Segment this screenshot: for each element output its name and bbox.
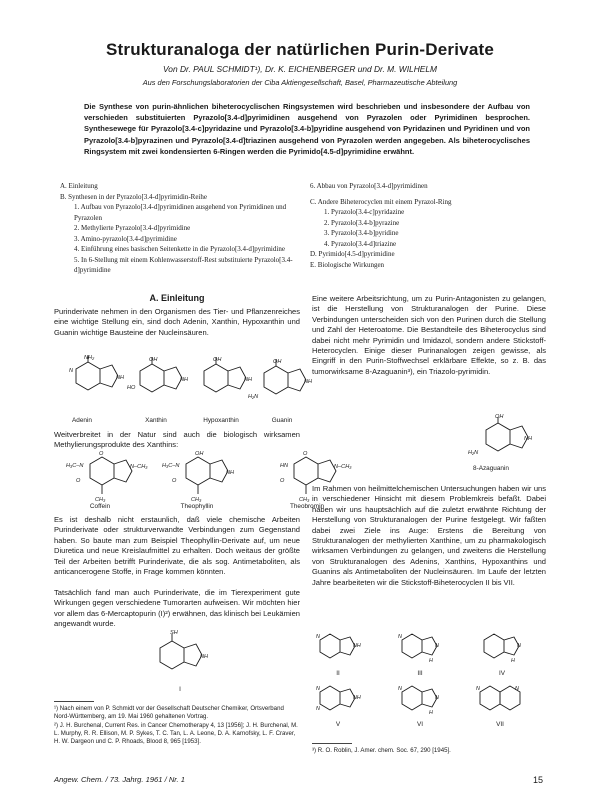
toc-right [310, 181, 540, 270]
footnote: ¹) Nach einem von P. Schmidt vor der Gesellschaft Deutscher Chemiker, Ortsverband Nord-Württemberg, am 19. Mai 1960 gehaltenen Vortrag. [54, 705, 284, 721]
svg-text:NH: NH [226, 470, 235, 476]
structure-label: II [336, 670, 340, 677]
svg-text:HO: HO [127, 385, 136, 391]
svg-text:OH: OH [195, 451, 204, 457]
structure-label: Theobromin [289, 503, 325, 510]
structure-label: Xanthin [145, 417, 167, 424]
article-affiliation: Aus den Forschungslaboratorien der Ciba Aktiengesellschaft, Basel, Pharmazeutische Abteilung [142, 78, 458, 87]
structure-label: III [417, 670, 423, 677]
svg-text:H: H [429, 710, 433, 716]
paragraph-derivatives: Es ist deshalb nicht erstaunlich, daß viele chemische Arbeiten Purinderivate oder strukturverwandte Verbindungen zum Gegenstand haben. So baute man zum Beispiel Theophyllin-Derivate auf, um neue Diuretica und neue Kreislaufmittel zu erhalten. Doch weitaus der größte Teil der Arbeiten betrifft Purinderivate, die als sog. Antimetaboliten, als anticancerogene Stoffe, in Frage kommen könnten. [54, 515, 300, 577]
article-authors: Von Dr. PAUL SCHMIDT¹), Dr. K. EICHENBERGER und Dr. M. WILHELM [163, 64, 437, 74]
footnote-rule [54, 701, 94, 702]
svg-text:N: N [517, 643, 521, 649]
svg-text:NH: NH [304, 379, 313, 385]
page-number: 15 [533, 775, 544, 785]
structure-label: VI [416, 721, 424, 728]
svg-text:N: N [515, 686, 519, 692]
structure-label: Theophyllin [180, 503, 214, 510]
journal-citation: Angew. Chem. / 73. Jahrg. 1961 / Nr. 1 [54, 775, 185, 784]
svg-text:N–CH₃: N–CH₃ [130, 464, 148, 470]
paragraph-methyl: Weitverbreitet in der Natur sind auch die biologisch wirksamen Methylierungsprodukte des Xanthins: [54, 430, 300, 450]
svg-text:O: O [76, 478, 81, 484]
svg-text:N: N [435, 643, 439, 649]
structure-label: IV [498, 670, 506, 677]
svg-text:H₂N: H₂N [468, 450, 479, 456]
azaguanine-structure [468, 414, 548, 470]
svg-text:HN: HN [280, 463, 289, 469]
svg-text:NH: NH [353, 643, 361, 649]
svg-text:H₃C–N: H₃C–N [162, 463, 180, 469]
svg-text:NH: NH [180, 377, 189, 383]
paragraph-right-2: Im Rahmen von heilmittelchemischen Untersuchungen haben wir uns in verschiedener Hinsicht mit diesem Problemkreis befaßt. Dabei haben wir uns hauptsächlich auf die zuletzt erwähnte Richtung der Herstellung von Strukturanalogen der Purine festgelegt. Wir faßten dabei zwei Ziele ins Auge: Erstens die Bereitung von Strukturanalogen der methylierten Xanthine, um zu pharmakologisch wirksamen Verbindungen zu gelangen, und zweitens die Herstellung von Strukturanalogen des Adenins, Xanthins, Hypoxanthins und Guanins als Antimetaboliten der Nucleinsäuren. Im Laufe der letzten Jahre bearbeiteten wir die Stickstoff-Biheterocyclen II bis VII. [312, 484, 546, 587]
toc-item: C. Andere Biheterocyclen mit einem Pyrazol-Ring [310, 197, 452, 206]
svg-text:NH: NH [524, 436, 533, 442]
article-abstract: Die Synthese von purin-ähnlichen biheterocyclischen Ringsystemen wird beschrieben und insbesondere der Aufbau von verschieden substituierten Pyrazolo[3.4-d]pyrimidinen ausgehend von Pyrazolen oder Pyrimidinen besprochen. Synthesewege für Pyrazolo[3.4-c]pyridazine und Pyrazolo[3.4-b]pyridine ausgehend von Pyridazinen und Pyridinen und von Pyrazolo[3.4-b]pyrazinen und Pyrazolo[3.4-d]triazinen ausgehend von Pyrazolen werden angegeben. Als biheterocyclisches Ringsystem mit zwei kondensierten 6-Ringen werden die Pyrimido[4.5-d]pyrimidine erwähnt. [84, 102, 530, 156]
structure-label: V [335, 721, 341, 728]
svg-text:NH: NH [244, 377, 253, 383]
toc-item: 2. Methylierte Pyrazolo[3.4-d]pyrimidine [74, 224, 191, 232]
svg-text:N: N [316, 706, 320, 712]
svg-text:CH₃: CH₃ [191, 497, 202, 503]
toc-item: 3. Amino-pyrazolo[3.4-d]pyrimidine [74, 234, 177, 243]
svg-text:H: H [511, 658, 515, 664]
toc-item: 6. Abbau von Pyrazolo[3.4-d]pyrimidinen [310, 182, 428, 190]
toc-item: 1. Aufbau von Pyrazolo[3.4-d]pyrimidinen ausgehend von Pyrimidinen und Pyrazolen [74, 203, 287, 222]
svg-text:H₃C–N: H₃C–N [66, 463, 84, 469]
section-heading: A. Einleitung [149, 293, 205, 303]
svg-text:N: N [398, 634, 402, 640]
toc-item: 4. Einführung eines basischen Seitenkette in die Pyrazolo[3.4-d]pyrimidine [74, 245, 285, 253]
svg-text:NH₂: NH₂ [84, 355, 95, 361]
structure-label: 8-Azaguanin [473, 465, 509, 472]
toc-item: 4. Pyrazolo[3.4-d]triazine [324, 239, 397, 248]
svg-text:O: O [172, 478, 177, 484]
footnote-right: ³) R. O. Roblin, J. Amer. chem. Soc. 67, 290 [1945]. [312, 747, 451, 754]
footnote-rule [312, 743, 352, 744]
svg-text:N: N [316, 686, 320, 692]
toc-item: D. Pyrimido[4.5-d]pyrimidine [310, 250, 395, 258]
mercaptopurine-structure [148, 630, 218, 686]
svg-text:O: O [303, 451, 308, 457]
svg-text:OH: OH [213, 357, 222, 363]
svg-text:NH: NH [353, 695, 361, 701]
svg-text:N–CH₃: N–CH₃ [334, 464, 352, 470]
paragraph-intro: Purinderivate nehmen in den Organismen des Tier- und Pflanzenreiches eine wichtige Stellung ein, sind doch Adenin, Xanthin, Hypoxanthin und Guanin wichtige Bausteine der Nucleinsäuren. [54, 307, 300, 337]
toc-item: B. Synthesen in der Pyrazolo[3.4-d]pyrimidin-Reihe [60, 192, 207, 201]
structure-label: Guanin [271, 417, 293, 424]
toc-item: 1. Pyrazolo[3.4-c]pyridazine [324, 208, 405, 216]
svg-text:NH: NH [116, 375, 125, 381]
structure-label: Hypoxanthin [203, 417, 239, 424]
paragraph-right-1: Eine weitere Arbeitsrichtung, um zu Purin-Antagonisten zu gelangen, ist die Herstellung von Strukturanalogen der Purine. Diese Verbindungen unterscheiden sich von den Purinen durch die Stellung und Zahl der Heteroatome. Die Bestandteile des Biheterocyclus sind dabei nicht mehr Pyrimidin und Imidazol, sondern andere Stickstoff-Heterocyclen. Einige dieser Purinanalogen zeigen gewisse, als Eingriff in den Purin-Stoffwechsel erklärbare Effekte, so z. B. das tumorwirksame 8-Azaguanin³), ein Triazolo-pyrimidin. [312, 294, 546, 376]
toc-item: E. Biologische Wirkungen [310, 260, 385, 269]
structure-label: VII [496, 721, 504, 728]
svg-text:N: N [69, 368, 74, 374]
toc-item: 3. Pyrazolo[3.4-b]pyridine [324, 229, 399, 237]
svg-text:H₂N: H₂N [248, 394, 259, 400]
svg-text:N: N [435, 695, 439, 701]
svg-text:N: N [398, 686, 402, 692]
svg-text:O: O [280, 478, 285, 484]
article-title: Strukturanaloga der natürlichen Purin-Derivate [105, 40, 494, 59]
svg-text:OH: OH [495, 414, 504, 420]
footnote: ²) J. H. Burchenal, Current Res. in Cancer Chemotherapy 4, 13 [1956]; J. H. Burchenal, M. L. Murphy, R. R. Ellison, M. P. Sykes, T. C. Tan, L. A. Leone, D. A. Karnofsky, L. F. Craver, H. W. Dargeon und C. P. Rhoads, Blood 8, 965 [1953]. [54, 721, 298, 746]
svg-text:NH: NH [200, 654, 209, 660]
purine-bases-structures [58, 353, 313, 423]
svg-text:H: H [429, 658, 433, 664]
toc-left [60, 181, 296, 276]
toc-item: A. Einleitung [60, 182, 98, 190]
footnotes-left [54, 705, 300, 746]
svg-text:OH: OH [149, 357, 158, 363]
toc-item: 2. Pyrazolo[3.4-b]pyrazine [324, 218, 400, 227]
svg-text:CH₃: CH₃ [95, 497, 106, 503]
paragraph-tierexperiment: Tatsächlich fand man auch Purinderivate, die im Tierexperiment gute Wirkungen gegen verschiedene Tumorarten aufweisen. Wir möchten hier vor allem das 6-Mercaptopurin (I)²) erwähnen, das klinisch bei Leukämien angewandt wurde. [54, 588, 300, 629]
svg-text:SH: SH [170, 630, 178, 636]
svg-text:O: O [99, 451, 104, 457]
svg-text:CH₃: CH₃ [299, 497, 310, 503]
svg-text:OH: OH [273, 359, 282, 365]
svg-text:N: N [476, 686, 480, 692]
heterocycles-ii-vii-structures [310, 630, 550, 746]
structure-label: I [179, 686, 181, 693]
structure-label: Adenin [72, 417, 92, 424]
structure-label: Coffein [89, 503, 111, 510]
svg-text:N: N [316, 634, 320, 640]
toc-item: 5. In 6-Stellung mit einem Kohlenwasserstoff-Rest substituierte Pyrazolo[3.4-d]pyrimidine [74, 255, 293, 274]
